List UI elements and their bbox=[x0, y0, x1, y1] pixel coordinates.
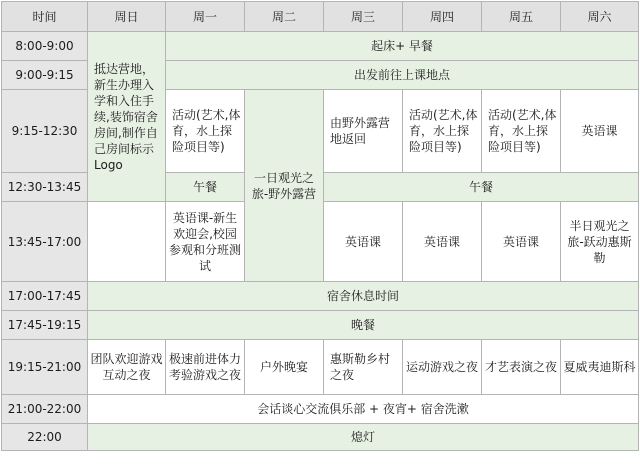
time-cell: 12:30-13:45 bbox=[2, 173, 88, 202]
row-21-00 bbox=[2, 395, 639, 424]
time-cell: 17:45-19:15 bbox=[2, 311, 88, 340]
cell-tuesday-evening: 户外晚宴 bbox=[245, 340, 324, 395]
row-19-15 bbox=[2, 340, 639, 395]
time-cell: 13:45-17:00 bbox=[2, 202, 88, 282]
cell-depart: 出发前往上课地点 bbox=[166, 61, 639, 90]
cell-rest: 宿舍休息时间 bbox=[88, 282, 639, 311]
time-cell: 22:00 bbox=[2, 424, 88, 451]
cell-sunday-evening: 团队欢迎游戏互动之夜 bbox=[88, 340, 166, 395]
cell-sunday-arrival: 抵达营地，新生办理入学和入住手续,装饰宿舍房间,制作自己房间标示Logo bbox=[88, 32, 166, 202]
cell-monday-morning: 活动(艺术,体育，水上探险项目等) bbox=[166, 90, 245, 173]
header-monday: 周一 bbox=[166, 2, 245, 32]
header-friday: 周五 bbox=[482, 2, 561, 32]
header-row bbox=[2, 2, 639, 32]
header-thursday: 周四 bbox=[403, 2, 482, 32]
cell-monday-afternoon: 英语课-新生欢迎会,校园参观和分班测试 bbox=[166, 202, 245, 282]
cell-wednesday-morning: 由野外露营地返回 bbox=[324, 90, 403, 173]
cell-thursday-afternoon: 英语课 bbox=[403, 202, 482, 282]
cell-wednesday-afternoon: 英语课 bbox=[324, 202, 403, 282]
cell-thursday-evening: 运动游戏之夜 bbox=[403, 340, 482, 395]
cell-lights-out: 熄灯 bbox=[88, 424, 639, 451]
time-cell: 8:00-9:00 bbox=[2, 32, 88, 61]
cell-dinner: 晚餐 bbox=[88, 311, 639, 340]
time-cell: 17:00-17:45 bbox=[2, 282, 88, 311]
cell-saturday-morning: 英语课 bbox=[561, 90, 639, 173]
time-cell: 21:00-22:00 bbox=[2, 395, 88, 424]
header-tuesday: 周二 bbox=[245, 2, 324, 32]
cell-sunday-afternoon bbox=[88, 202, 166, 282]
cell-monday-lunch: 午餐 bbox=[166, 173, 245, 202]
cell-saturday-afternoon: 半日观光之旅-跃动惠斯勒 bbox=[561, 202, 639, 282]
row-8-00 bbox=[2, 32, 639, 61]
header-saturday: 周六 bbox=[561, 2, 639, 32]
row-17-00 bbox=[2, 282, 639, 311]
row-17-45 bbox=[2, 311, 639, 340]
cell-thursday-morning: 活动(艺术,体育，水上探险项目等) bbox=[403, 90, 482, 173]
time-cell: 19:15-21:00 bbox=[2, 340, 88, 395]
header-wednesday: 周三 bbox=[324, 2, 403, 32]
time-cell: 9:15-12:30 bbox=[2, 90, 88, 173]
header-time: 时间 bbox=[2, 2, 88, 32]
cell-wednesday-evening: 惠斯勒乡村之夜 bbox=[324, 340, 403, 395]
cell-friday-morning: 活动(艺术,体育，水上探险项目等) bbox=[482, 90, 561, 173]
cell-friday-afternoon: 英语课 bbox=[482, 202, 561, 282]
time-cell: 9:00-9:15 bbox=[2, 61, 88, 90]
header-sunday: 周日 bbox=[88, 2, 166, 32]
cell-wakeup: 起床+ 早餐 bbox=[166, 32, 639, 61]
cell-club: 会话谈心交流俱乐部 + 夜宵+ 宿舍洗漱 bbox=[88, 395, 639, 424]
schedule-table bbox=[1, 1, 639, 451]
cell-tuesday-trip: 一日观光之旅-野外露营 bbox=[245, 90, 324, 282]
cell-lunch: 午餐 bbox=[324, 173, 639, 202]
cell-monday-evening: 极速前进体力考验游戏之夜 bbox=[166, 340, 245, 395]
cell-saturday-evening: 夏威夷迪斯科 bbox=[561, 340, 639, 395]
row-22-00 bbox=[2, 424, 639, 451]
cell-friday-evening: 才艺表演之夜 bbox=[482, 340, 561, 395]
